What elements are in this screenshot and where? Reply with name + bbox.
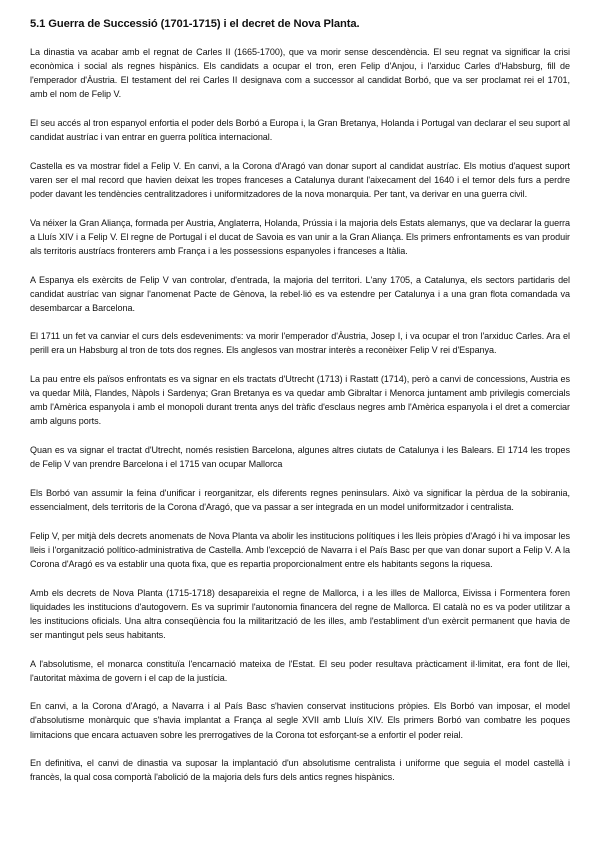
paragraph-7: La pau entre els països enfrontats es va signar en els tractats d'Utrecht (1713) i Rastatt (1714), però a canvi de concessions, Austria es va quedar Milà, Flandes, Nàpols i Sardenya; Gran Bretanya es va quedar amb Gibraltar i Menorca juntament amb privilegis comercials amb l'Amèrica espanyola i amb el monopoli durant trenta anys del tràfic d'esclaus negres amb l'Amèrica espanyola i el dret a comerciar amb alguns ports. — [30, 374, 570, 427]
paragraph-13: En canvi, a la Corona d'Aragó, a Navarra i al País Basc s'havien conservat institucions pròpies. Els Borbó van imposar, el model d'absolutisme monàrquic que s'havia implantat a França al segle XVII amb Lluís XIV. Els primers Borbó van combatre les poques limitacions que encara actuaven sobre les prerrogatives de la Corona tot esforçant-se a enfortir el poder reial. — [30, 701, 570, 740]
paragraph-14: En definitiva, el canvi de dinastia va suposar la implantació d'un absolutisme centralista i uniforme que seguia el model castellà i francès, la qual cosa comportà l'abolició de la majoria dels furs dels antics regnes hispànics. — [30, 758, 570, 783]
document-title: 5.1 Guerra de Successió (1701-1715) i el decret de Nova Planta. — [30, 18, 360, 30]
paragraph-5: A Espanya els exèrcits de Felip V van controlar, d'entrada, la majoria del territori. L'any 1705, a Catalunya, els sectors partidaris del candidat austríac van signar l'anomenat Pacte de Gènova, la rebel·lió es va estendre per Catalunya i a una gran flota comandada va desembarcar a Barcelona. — [30, 274, 570, 313]
paragraph-10: Felip V, per mitjà dels decrets anomenats de Nova Planta va abolir les institucions polítiques i les lleis pròpies d'Aragó i hi va imposar les lleis i l'organització político-administrativa de Castella. Amb l'excepció de Navarra i el País Basc per que van donar suport a Felip V. A la Corona d'Aragó es va establir una quota fixa, que es repartia proporcionalment entre els habitants segons la riquesa. — [30, 530, 570, 569]
paragraph-9: Els Borbó van assumir la feina d'unificar i reorganitzar, els diferents regnes peninsulars. Això va significar la pèrdua de la sobirania, essencialment, dels territoris de la Corona d'Aragó, que va passar a ser integrada en un model uniformitzador i centralista. — [30, 487, 570, 512]
paragraph-4: Va néixer la Gran Aliança, formada per Austria, Anglaterra, Holanda, Prússia i la majoria dels Estats alemanys, que va declarar la guerra a Lluís XIV i a Felip V. El regne de Portugal i el ducat de Savoia es van unir a la Gran Aliança. Els primers enfrontaments es van produir als territoris austríacs fronterers amb França i a les possessions espanyoles i franceses a Itàlia. — [30, 217, 570, 256]
paragraph-6: El 1711 un fet va canviar el curs dels esdeveniments: va morir l'emperador d'Àustria, Josep I, i va ocupar el tron l'arxiduc Carles. Ara el perill era un Habsburg al tron de tots dos regnes. Els anglesos van mostrar interès a reconèixer Felip V rei d'Espanya. — [30, 331, 570, 356]
paragraph-1: La dinastia va acabar amb el regnat de Carles II (1665-1700), que va morir sense descendència. El seu regnat va significar la crisi econòmica i social als regnes hispànics. Els candidats a ocupar el tron, eren Felip d'Anjou, i l'arxiduc Carles d'Habsburg, fill de l'emperador d'Àustria. El testament del rei Carles II designava com a successor al candidat Borbó, que va ser proclamat rei el 1701, amb el nom de Felip V. — [30, 47, 570, 100]
paragraph-3: Castella es va mostrar fidel a Felip V. En canvi, a la Corona d'Aragó van donar suport al candidat austríac. Els motius d'aquest suport varen ser el mal record que havien deixat les tropes franceses a Catalunya durant l'aixecament del 1640 i el temor dels furs a perdre poder davant les tendències centralitzadores i uniformitzadores de la nova monarquia. Per tant, va derivar en una guerra civil. — [30, 160, 570, 199]
paragraph-2: El seu accés al tron espanyol enfortia el poder dels Borbó a Europa i, la Gran Bretanya, Holanda i Portugal van declarar el seu suport al candidat austríac i van entrar en guerra política internacional. — [30, 117, 570, 143]
paragraph-11: Amb els decrets de Nova Planta (1715-1718) desapareixia el regne de Mallorca, i a les illes de Mallorca, Eivissa i Formentera foren liquidades les institucions d'autogovern. Es va suprimir l'autonomia financera del regne de Mallorca. El català no es va poder utilitzar a les institucions oficials. Una altra conseqüència fou la militarització de les illes, amb l'establiment d'un exèrcit permanent que havia de ser mantingut pels seus habitants. — [30, 587, 570, 640]
paragraph-8: Quan es va signar el tractat d'Utrecht, només resistien Barcelona, algunes altres ciutats de Catalunya i les Balears. El 1714 les tropes de Felip V van prendre Barcelona i el 1715 van ocupar Mallorca — [30, 445, 570, 470]
paragraph-12: A l'absolutisme, el monarca constituïa l'encarnació mateixa de l'Estat. El seu poder resultava pràcticament il·limitat, era font de llei, l'autoritat màxima de govern i el cap de la justícia. — [30, 658, 570, 683]
